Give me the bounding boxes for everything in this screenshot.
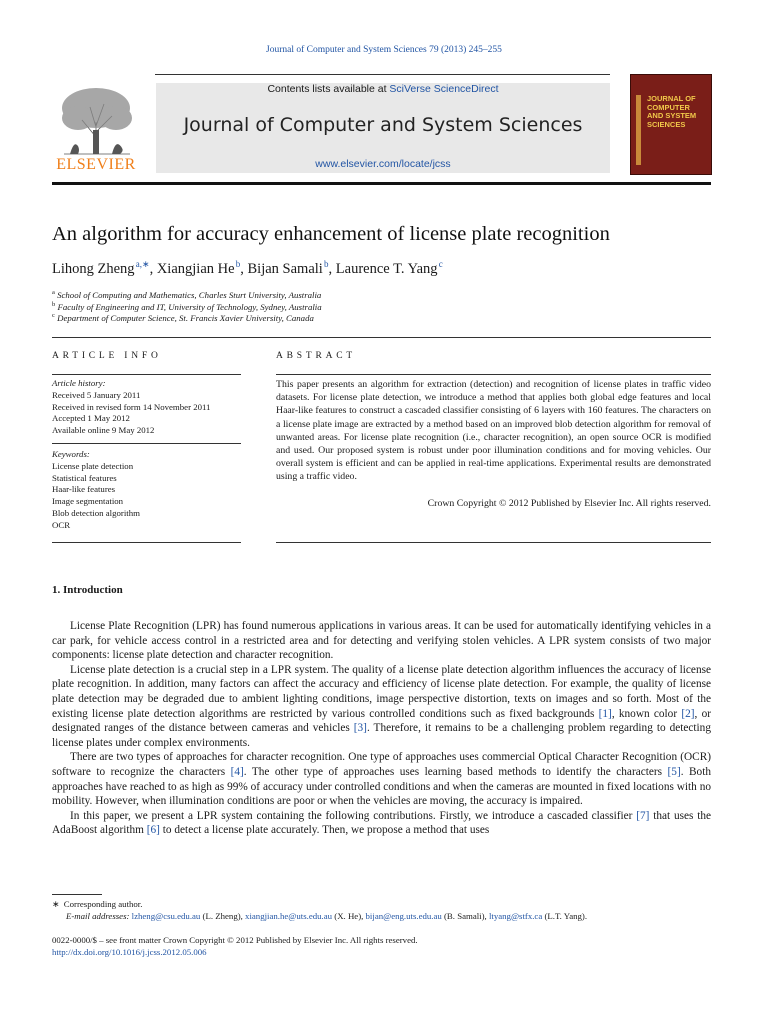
introduction-body (52, 619, 711, 838)
contents-prefix: Contents lists available at (267, 83, 390, 95)
article-info-heading: ARTICLE INFO (52, 351, 162, 361)
text-run: to detect a license plate accurately. Then, we propose a method that uses (159, 824, 490, 837)
keyword-item: Statistical features (52, 472, 117, 483)
email-link[interactable]: bijan@eng.uts.edu.au (365, 911, 442, 922)
cover-title-line: AND SYSTEM (647, 111, 697, 120)
cover-title-line: JOURNAL OF (647, 94, 696, 103)
history-item: Accepted 1 May 2012 (52, 413, 130, 424)
author-list (52, 259, 443, 278)
citation-link[interactable]: [1] (598, 707, 612, 720)
author-separator: , (328, 260, 336, 277)
affiliation (52, 289, 321, 300)
affiliation (52, 312, 314, 323)
article-info-rule (52, 374, 241, 375)
author-affil-mark[interactable]: b (324, 259, 329, 269)
header-rule (155, 74, 610, 75)
email-label: E-mail addresses: (66, 911, 130, 922)
email-link[interactable]: ltyang@stfx.ca (488, 911, 543, 922)
email-owner: (L.T. Yang). (542, 911, 588, 922)
cover-stripe (636, 95, 641, 165)
keyword-item: Haar-like features (52, 484, 116, 495)
footnote-mark: ∗ (52, 899, 60, 909)
author-affil-mark[interactable]: a,∗ (135, 259, 150, 269)
journal-cover-image (630, 74, 712, 175)
doi-link[interactable]: http://dx.doi.org/10.1016/j.jcss.2012.05.006 (52, 947, 207, 957)
email-link[interactable]: lzheng@csu.edu.au (131, 911, 201, 922)
affiliation-text: Department of Computer Science, St. Francis Xavier University, Canada (57, 312, 314, 323)
citation-link[interactable]: [4] (230, 765, 244, 778)
affiliation-mark: b (52, 301, 56, 308)
email-owner: (X. He), (332, 911, 366, 922)
citation-link[interactable]: [3] (353, 722, 367, 735)
journal-reference[interactable]: Journal of Computer and System Sciences 79 (2013) 245–255 (266, 45, 502, 55)
history-label: Article history: (52, 378, 106, 388)
affiliation-text: School of Computing and Mathematics, Charles Sturt University, Australia (57, 289, 322, 300)
text-run: that uses the AdaBoost algorithm (52, 809, 711, 837)
contents-line (156, 83, 610, 95)
keyword-item: Image segmentation (52, 496, 124, 507)
keyword-item: License plate detection (52, 460, 134, 471)
author-name: Laurence T. Yang (335, 260, 438, 277)
affiliation-text: Faculty of Engineering and IT, University of Technology, Sydney, Australia (57, 301, 322, 312)
email-owner: (L. Zheng), (200, 911, 246, 922)
keyword-item: OCR (52, 519, 71, 530)
keywords-label: Keywords: (52, 449, 90, 459)
article-history (52, 378, 241, 437)
author-name: Bijan Samali (247, 260, 323, 277)
author-separator: , (240, 260, 248, 277)
issn-line: 0022-0000/$ – see front matter Crown Copyright © 2012 Published by Elsevier Inc. All rights reserved. (52, 935, 418, 945)
affiliation-mark: a (52, 289, 55, 296)
paragraph (52, 809, 711, 838)
affiliation-mark: c (52, 312, 55, 319)
cover-title-line: COMPUTER (647, 102, 690, 112)
keywords (52, 449, 241, 532)
citation-link[interactable]: [5] (667, 765, 681, 778)
sciencedirect-link[interactable]: SciVerse ScienceDirect (389, 83, 499, 95)
journal-title: Journal of Computer and System Sciences (183, 114, 583, 136)
affiliation (52, 301, 322, 312)
section-heading-introduction: 1. Introduction (52, 584, 123, 596)
article-info-rule (52, 443, 241, 444)
section-rule (52, 337, 711, 338)
paper-title: An algorithm for accuracy enhancement of license plate recognition (52, 223, 610, 245)
text-run: . Both approaches have reached to as high as 99% of accuracy under controlled conditions and when the cameras are mounted in fixed locations with no mobility. However, when illumination conditions are poor or when the vehicles are moving, the accuracy is impaired. (52, 765, 711, 808)
paragraph (52, 663, 711, 751)
author-affil-mark[interactable]: b (235, 259, 241, 269)
text-run: , known color (611, 707, 682, 720)
history-item: Available online 9 May 2012 (52, 425, 155, 436)
footnotes (52, 898, 711, 922)
abstract-rule (276, 542, 711, 543)
publisher-name: ELSEVIER (56, 156, 136, 173)
text-run: There are two types of approaches for character recognition. One type of approaches uses commercial Optical Character Recognition (OCR) software to recognize the characters (52, 751, 711, 778)
history-item: Received 5 January 2011 (52, 389, 141, 400)
cover-title-line: SCIENCES (647, 119, 686, 129)
cover-title (647, 95, 707, 129)
article-meta (52, 934, 711, 958)
header-thick-rule (52, 182, 711, 185)
abstract-copyright: Crown Copyright © 2012 Published by Elsevier Inc. All rights reserved. (427, 498, 711, 509)
history-item: Received in revised form 14 November 2011 (52, 401, 211, 412)
abstract-text: This paper presents an algorithm for extraction (detection) and recognition of license plates in traffic video datasets. For license plate detection, we introduce a method that applies both global edge features and local Haar-like features to construct a cascaded classifier consisting of 6 layers with 160 features. The characters on a license plate image are extracted by a method based on an improved blob detection algorithm for removal of unwanted areas. For license plate recognition (i.e., character recognition), an open source OCR is modified and used. Our proposed system is robust under poor illumination conditions and for moving vehicles. Our overall system is efficient and can be applied in real-time applications. Experimental results are demonstrated using a traffic video. (276, 379, 711, 483)
abstract-rule (276, 374, 711, 375)
email-owner: (B. Samali), (441, 911, 489, 922)
text-run: License plate detection is a crucial step in a LPR system. The quality of a license plate detection algorithm influences the accuracy of license plate recognition. In addition, many factors can affect the accuracy and efficiency of license plate detection. For example, the quality of license plate detection may be degraded due to ambient lighting conditions, image perspective distortion, texts on images and so forth. Most of the existing license plate detection algorithms are restricted by various controlled conditions such as fixed backgrounds (52, 663, 711, 720)
email-addresses (52, 910, 711, 922)
corresponding-label: Corresponding author. (63, 899, 143, 909)
journal-url[interactable]: www.elsevier.com/locate/jcss (315, 158, 451, 170)
author-name: Lihong Zheng (52, 260, 135, 277)
abstract-heading: ABSTRACT (276, 351, 357, 361)
paragraph: License Plate Recognition (LPR) has found numerous applications in various areas. It can be used for automatically identifying vehicles in a car park, for vehicle access control in a restricted area and for detecting and verifying stolen vehicles. A LPR system consists of two major components: license plate detection and character recognition. (52, 620, 711, 662)
keyword-item: Blob detection algorithm (52, 507, 140, 518)
article-info-rule (52, 542, 241, 543)
citation-link[interactable]: [2] (681, 707, 695, 720)
corresponding-author-note (52, 898, 711, 910)
paragraph (52, 750, 711, 808)
citation-link[interactable]: [7] (636, 809, 650, 822)
author-affil-mark[interactable]: c (438, 259, 443, 269)
text-run: . Therefore, it remains to be a challenging problem regarding to detecting license plates under complex environments. (52, 722, 711, 749)
author-name: Xiangjian He (156, 260, 235, 277)
text-run: , or designated ranges of the distance between cameras and vehicles (52, 707, 711, 735)
citation-link[interactable]: [6] (146, 824, 160, 837)
text-run: In this paper, we present a LPR system containing the following contributions. Firstly, we introduce a cascaded classifier (70, 809, 637, 822)
author-separator: , (149, 260, 157, 277)
text-run: . The other type of approaches uses learning based methods to identify the characters (243, 765, 668, 778)
footnote-rule (52, 894, 102, 895)
email-link[interactable]: xiangjian.he@uts.edu.au (245, 911, 333, 922)
